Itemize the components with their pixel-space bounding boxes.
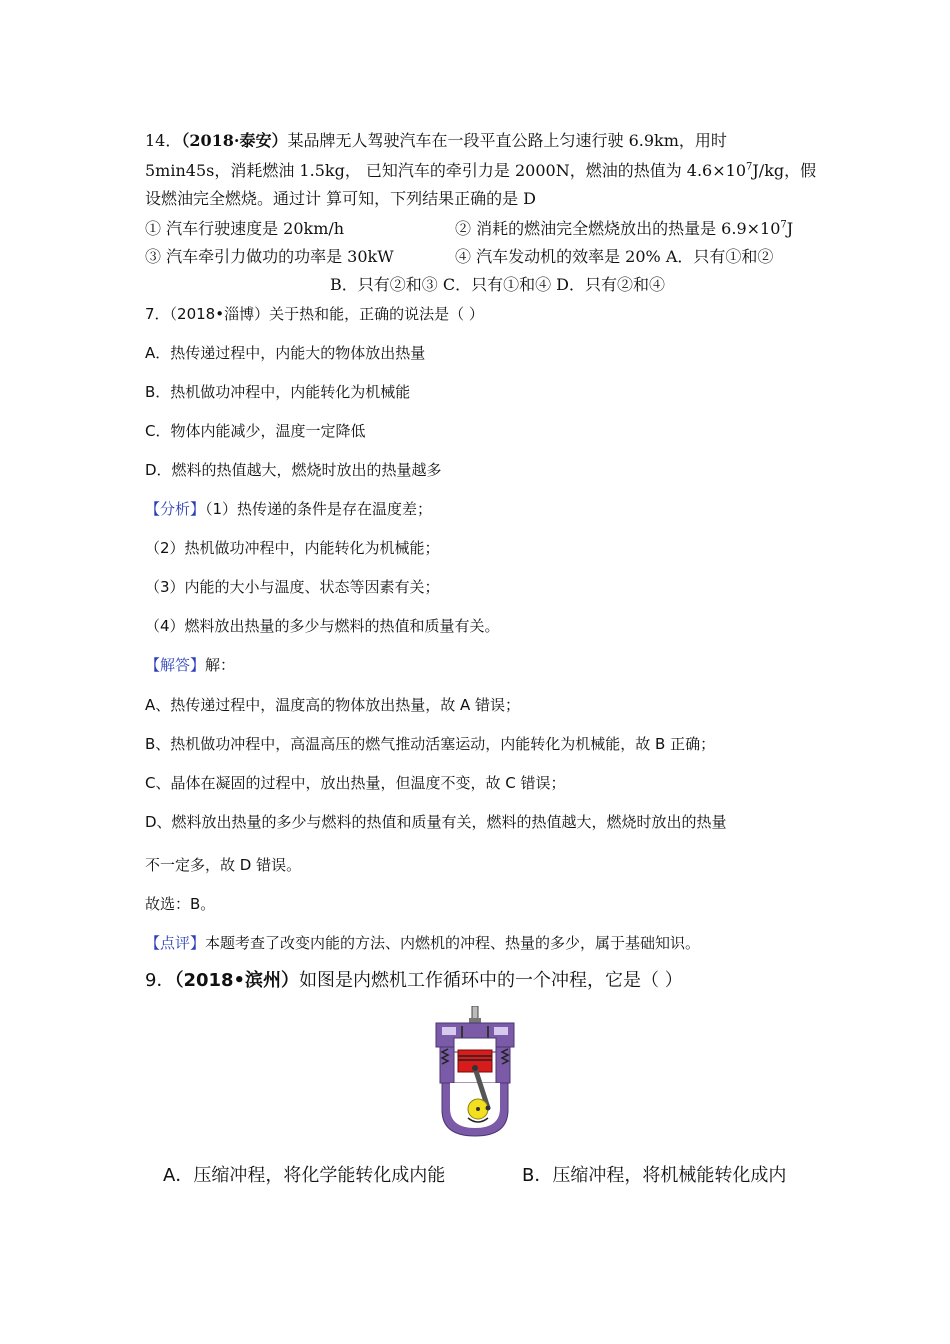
q9-text: 如图是内燃机工作循环中的一个冲程，它是（ ） [299, 970, 683, 991]
answer-tag: 【解答】 [145, 656, 206, 674]
comment-tag: 【点评】 [145, 934, 206, 952]
analysis-tag: 【分析】 [145, 500, 206, 518]
q7-option-a: A．热传递过程中，内能大的物体放出热量 [145, 344, 426, 362]
q9-source: （2018•滨州） [174, 970, 300, 991]
q14-source: （2018·泰安） [181, 131, 288, 150]
engine-cylinder-diagram [432, 1006, 518, 1138]
q14-text-1: 某品牌无人驾驶汽车在一段平直公路上匀速行驶 6.9km，用时 [287, 131, 727, 150]
answer-line-c: C、晶体在凝固的过程中，放出热量，但温度不变，故 C 错误； [145, 774, 566, 792]
q7-option-d: D．燃料的热值越大，燃烧时放出的热量越多 [145, 461, 442, 479]
q14-option-2: ② 消耗的燃油完全燃烧放出的热量是 $6.9\times 10^7J$ [455, 219, 794, 238]
analysis-line-3: （3）内能的大小与温度、状态等因素有关； [145, 578, 440, 596]
q14-option-4: ④ 汽车发动机的效率是 20% A．只有①和② [455, 247, 774, 266]
answer-line-a: A、热传递过程中，温度高的物体放出热量，故 A 错误； [145, 696, 521, 714]
q9-number: 9． [145, 970, 175, 991]
analysis-line-4: （4）燃料放出热量的多少与燃料的热值和质量有关。 [145, 617, 500, 635]
q9-stem [145, 970, 683, 992]
answer-line-d: D、燃料放出热量的多少与燃料的热值和质量有关，燃料的热值越大，燃烧时放出的热量 [145, 813, 727, 831]
q14-line-3: 设燃油完全燃烧。通过计 算可知，下列结果正确的是 D [145, 189, 537, 208]
q14-number: 14． [145, 131, 182, 150]
answer-line-b: B、热机做功冲程中，高温高压的燃气推动活塞运动，内能转化为机械能，故 B 正确； [145, 735, 716, 753]
comment-line: 【点评】本题考查了改变内能的方法、内燃机的冲程、热量的多少，属于基础知识。 [145, 934, 701, 952]
q14-option-3: ③ 汽车牵引力做功的功率是 30kW [145, 247, 394, 266]
q14-line-2: 5min45s，消耗燃油 1.5kg， 已知汽车的牵引力是 2000N，燃油的热值为 $4.6\times 10^7J/kg$，假 [145, 161, 817, 180]
q9-option-a: A．压缩冲程，将化学能转化成内能 [163, 1165, 446, 1186]
answer-line-1: 【解答】解： [145, 656, 236, 674]
q14-line-1 [145, 130, 807, 152]
q14-option-1: ① 汽车行驶速度是 20km/h [145, 219, 345, 238]
q9-option-b: B．压缩冲程，将机械能转化成内 [522, 1165, 787, 1186]
answer-conclusion: 故选：B。 [145, 895, 216, 913]
q7-option-c: C．物体内能减少，温度一定降低 [145, 422, 366, 440]
answer-line-d-cont: 不一定多，故 D 错误。 [145, 856, 302, 874]
q14-choices: B．只有②和③ C．只有①和④ D．只有②和④ [330, 275, 666, 294]
analysis-line-2: （2）热机做功冲程中，内能转化为机械能； [145, 539, 440, 557]
q7-option-b: B．热机做功冲程中，内能转化为机械能 [145, 383, 411, 401]
analysis-line-1: 【分析】（1）热传递的条件是存在温度差； [145, 500, 433, 518]
q7-stem: 7．（2018•淄博）关于热和能，正确的说法是（ ） [145, 305, 484, 323]
